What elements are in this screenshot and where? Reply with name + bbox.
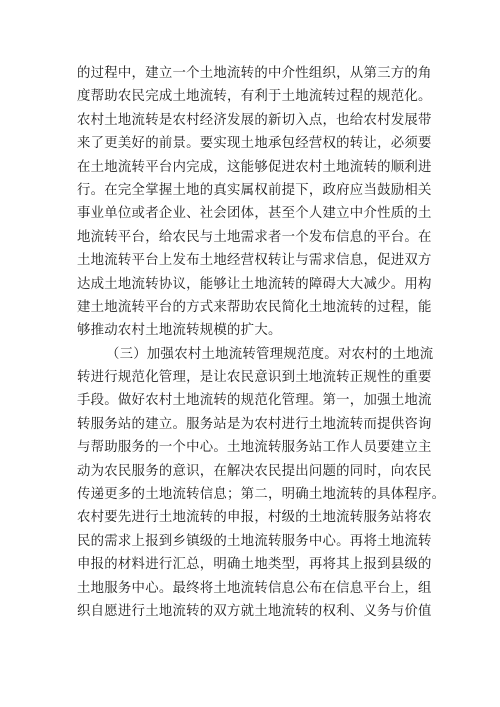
text-line: 来了更美好的前景。要实现土地承包经营权的转让，必须要: [77, 136, 432, 152]
text-line: 织自愿进行土地流转的双方就土地流转的权利、义务与价值: [77, 603, 432, 619]
text-line: 动为农民服务的意识，在解决农民提出问题的同时，向农民: [77, 463, 432, 479]
section-heading-line: （三）加强农村土地流转管理规范度。对农村的土地流: [106, 346, 434, 362]
text-line: 够推动农村土地流转规模的扩大。: [77, 323, 282, 339]
text-line: 农村要先进行土地流转的申报，村级的土地流转服务站将农: [77, 510, 432, 526]
text-line: 转进行规范化管理，是让农民意识到土地流转正规性的重要: [77, 370, 432, 386]
text-line: 农村土地流转是农村经济发展的新切入点，也给农村发展带: [77, 112, 432, 128]
text-line: 传递更多的土地流转信息；第二，明确土地流转的具体程序。: [77, 487, 446, 503]
text-line: 在土地流转平台内完成，这能够促进农村土地流转的顺利进: [77, 159, 432, 175]
text-line: 的过程中，建立一个土地流转的中介性组织，从第三方的角: [77, 66, 432, 81]
text-line: 土地服务中心。最终将土地流转信息公布在信息平台上，组: [77, 580, 432, 596]
text-line: 度帮助农民完成土地流转，有利于土地流转过程的规范化。: [77, 89, 432, 105]
text-line: 转服务站的建立。服务站是为农村进行土地流转而提供咨询: [77, 416, 432, 432]
text-line: 民的需求上报到乡镇级的土地流转服务中心。再将土地流转: [77, 533, 432, 549]
text-line: 申报的材料进行汇总，明确土地类型，再将其上报到县级的: [77, 557, 432, 573]
text-line: 土地流转平台上发布土地经营权转让与需求信息，促进双方: [77, 253, 432, 269]
text-line: 建土地流转平台的方式来帮助农民简化土地流转的过程，能: [77, 299, 432, 315]
body-text: [77, 62, 446, 623]
text-line: 地流转平台，给农民与土地需求者一个发布信息的平台。在: [77, 229, 432, 245]
text-line: 达成土地流转协议，能够让土地流转的障碍大大减少。用构: [77, 276, 432, 292]
text-line: 事业单位或者企业、社会团体，甚至个人建立中介性质的土: [77, 206, 432, 222]
text-line: 手段。做好农村土地流转的规范化管理。第一，加强土地流: [77, 393, 432, 409]
text-line: 与帮助服务的一个中心。土地流转服务站工作人员要建立主: [77, 440, 432, 456]
text-line: 行。在完全掌握土地的真实属权前提下，政府应当鼓励相关: [77, 182, 432, 198]
